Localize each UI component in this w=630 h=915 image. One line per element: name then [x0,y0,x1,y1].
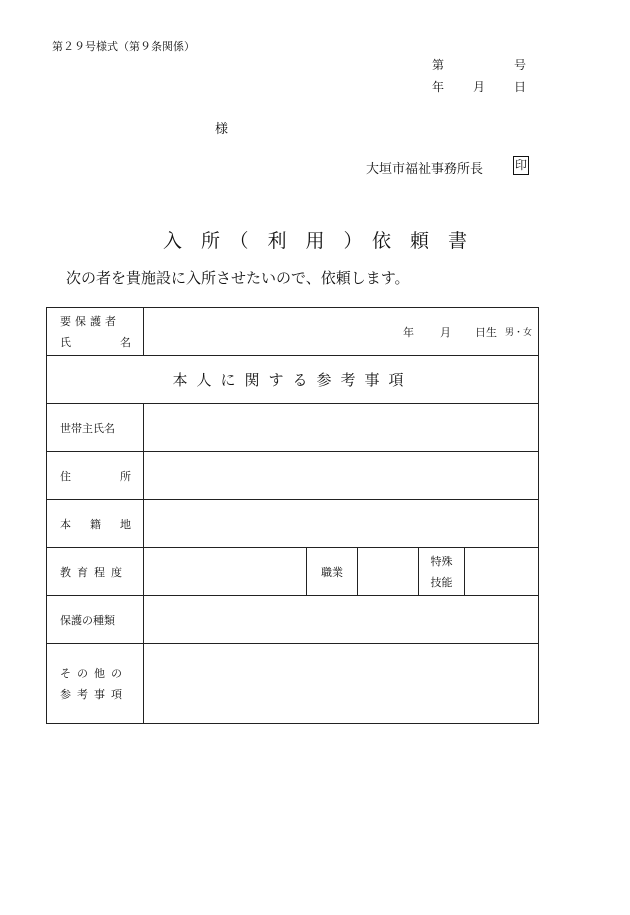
birth-month: 月 [439,325,451,339]
skills-label-line1: 特殊 [430,554,453,568]
document-number-line [432,56,526,73]
addressee-suffix: 様 [215,122,229,137]
household-head-row [47,404,539,452]
section-heading-row [47,356,539,404]
address-label [47,452,144,500]
document-date-line [432,78,526,95]
skills-label [419,548,465,596]
domicile-row [47,500,539,548]
address-label-inner [60,468,143,484]
person-label-line1: 要保護者 [60,314,120,328]
person-label-shi: 氏 [60,335,71,349]
other-notes-line1: その他の [60,666,128,680]
document-title: 入 所 （ 利 用 ） 依 頼 書 [162,230,467,252]
protection-type-field[interactable] [144,596,539,644]
occupation-label: 職業 [307,548,358,596]
household-head-label: 世帯主氏名 [47,404,144,452]
address-row [47,452,539,500]
address-label-b: 所 [120,469,131,483]
date-month: 月 [472,80,485,94]
date-year: 年 [432,80,445,94]
date-day: 日 [513,80,526,94]
person-label-line2 [60,332,143,353]
sex-options[interactable]: 男・女 [504,328,532,338]
education-label [47,548,144,596]
person-name-field[interactable] [144,308,539,356]
household-head-field[interactable] [144,404,539,452]
doc-no-suffix: 号 [513,58,526,72]
skills-label-line2: 技能 [430,575,453,589]
address-field[interactable] [144,452,539,500]
seal-mark: 印 [513,156,529,175]
sender-name: 大垣市福祉事務所長 [366,162,484,177]
birth-day: 日生 [474,325,497,339]
birth-date-line [144,324,538,340]
domicile-label-inner [60,516,143,532]
domicile-label-c: 地 [120,517,131,531]
intro-text: 次の者を貴施設に入所させたいので、依頼します。 [66,269,410,287]
birth-year: 年 [402,325,414,339]
person-label-cell [47,308,144,356]
occupation-field[interactable] [358,548,419,596]
person-label-mei: 名 [120,335,131,349]
protection-type-label: 保護の種類 [47,596,144,644]
section-heading: 本人に関する参考事項 [47,356,539,404]
education-label-inner: 教育程度 [60,565,128,579]
other-notes-label [47,644,144,724]
domicile-field[interactable] [144,500,539,548]
other-notes-row [47,644,539,724]
person-row [47,308,539,356]
form-number: 第２９号様式（第９条関係） [52,40,195,53]
skills-field[interactable] [465,548,539,596]
other-notes-field[interactable] [144,644,539,724]
address-label-a: 住 [60,469,71,483]
doc-no-prefix: 第 [432,58,445,72]
domicile-label-b: 籍 [90,517,101,531]
education-field[interactable] [144,548,307,596]
other-notes-line2: 参考事項 [60,687,128,701]
protection-type-row [47,596,539,644]
domicile-label [47,500,144,548]
request-form-table [46,307,539,724]
domicile-label-a: 本 [60,517,71,531]
education-row [47,548,539,596]
